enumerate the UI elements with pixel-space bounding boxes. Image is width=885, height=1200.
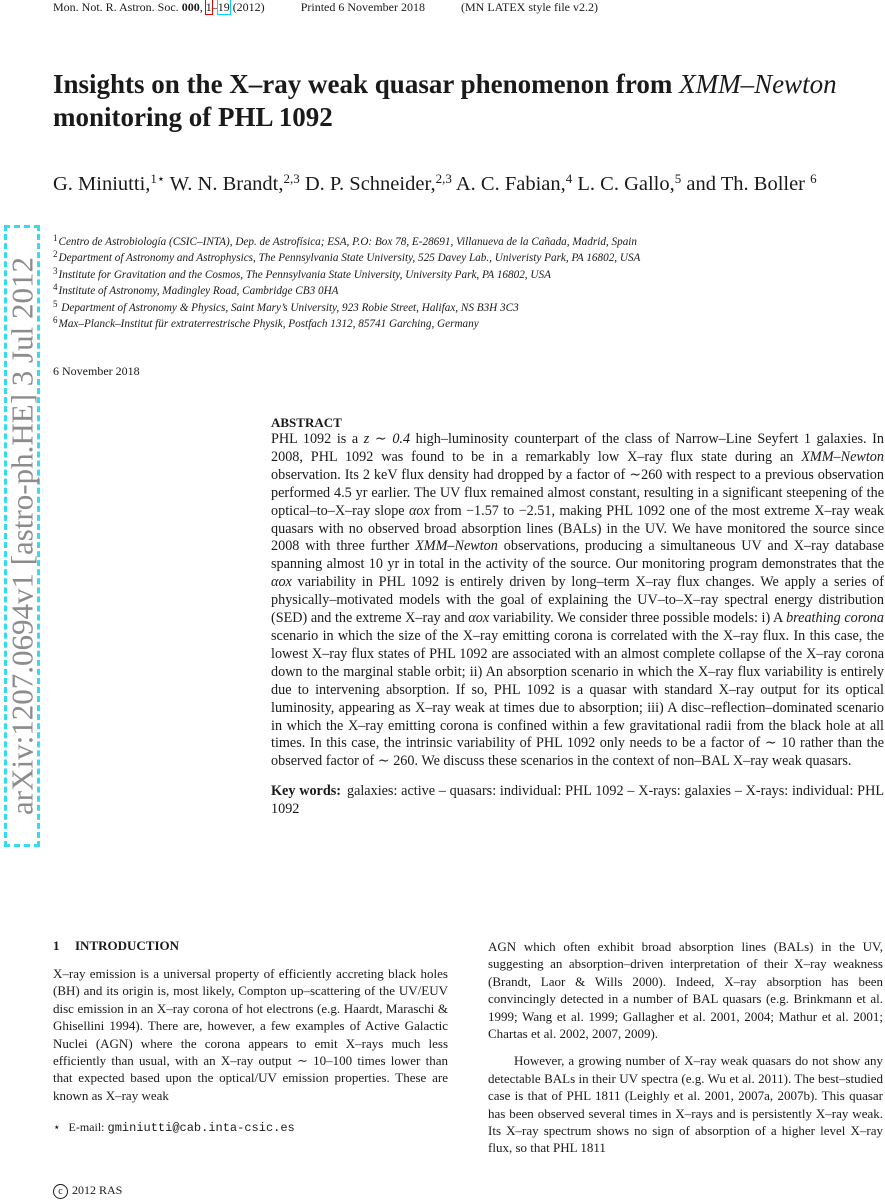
copyright-symbol: c bbox=[53, 1184, 68, 1199]
page-end-link[interactable]: 19 bbox=[217, 0, 230, 14]
journal-name: Mon. Not. R. Astron. Soc. bbox=[53, 0, 179, 14]
body-column-right bbox=[488, 938, 883, 1157]
affiliation-item: $^5$ Department of Astronomy & Physics, Saint Mary’s University, 923 Robie Street, Halifax, NS B3H 3C3 bbox=[53, 298, 519, 314]
body-paragraph: AGN which often exhibit broad absorption lines (BALs) in the UV, suggesting an absorption–driven interpretation of their X–ray weakness (Brandt, Laor & Wills 2000). Indeed, X–ray absorption has been convincingly detected in a number of BAL quasars (e.g. Brinkmann et al. 1999; Wang et al. 1999; Gallagher et al. 2001, 2004; Mathur et al. 2001; Chartas et al. 2002, 2007, 2009). bbox=[488, 939, 883, 1042]
running-header: Mon. Not. R. Astron. Soc. 000, 1–19 (2012) Printed 6 November 2018 (MN LATEX style file v2.2) bbox=[53, 0, 598, 14]
keywords-text: galaxies: active – quasars: individual: PHL 1092 – X-rays: galaxies – X-rays: individual: PHL 1092 bbox=[271, 783, 884, 818]
author-list: G. Miniutti,$^{1⋆}$ W. N. Brandt,$^{2,3}$ D. P. Schneider,$^{2,3}$ A. C. Fabian,$^4$ L. C. Gallo,$^5$ and Th. Boller $^6$ bbox=[53, 171, 817, 195]
footnote: ⋆ E-mail: gminiutti@cab.inta-csic.es bbox=[53, 1120, 295, 1135]
abstract-text: PHL 1092 is a z ∼ 0.4 high–luminosity counterpart of the class of Narrow–Line Seyfert 1 galaxies. In 2008, PHL 1092 was found to be in a remarkably low X–ray flux state during an XMM–Newton observation. Its 2 keV flux density had dropped by a factor of ∼260 with respect to a previous observation performed 4.5 yr earlier. The UV flux remained almost constant, resulting in a significant steepening of the optical–to–X–ray slope αox from −1.57 to −2.51, making PHL 1092 one of the most extreme X–ray weak quasars with no observed broad absorption lines (BALs) in the UV. We have monitored the source since 2008 with three further XMM–Newton observations, producing a simultaneous UV and X–ray database spanning almost 10 yr in total in the activity of the source. Our monitoring program demonstrates that the αox variability in PHL 1092 is entirely driven by long–term X–ray flux changes. We apply a series of physically–motivated models with the goal of explaining the UV–to–X–ray spectral energy distribution (SED) and the extreme X–ray and αox variability. We consider three possible models: i) A breathing corona scenario in which the size of the X–ray emitting corona is correlated with the X–ray flux. In this case, the lowest X–ray flux states of PHL 1092 are associated with an almost complete collapse of the X–ray corona down to the marginal stable orbit; ii) An absorption scenario in which the X–ray flux variability is entirely due to intervening absorption. If so, PHL 1092 is a quasar with standard X–ray output for its optical luminosity, appearing as X–ray weak at times due to absorption; iii) A disc–reflection–dominated scenario in which the X–ray emitting corona is confined within a few gravitational radii from the black hole at all times. In this case, the intrinsic variability of PHL 1092 only needs to be a factor of ∼ 10 rather than the observed factor of ∼ 260. We discuss these scenarios in the context of non–BAL X–ray weak quasars. bbox=[271, 431, 884, 770]
keywords bbox=[271, 783, 884, 819]
page-start-link[interactable]: 1 bbox=[205, 0, 212, 14]
section-heading: 1 INTRODUCTION bbox=[53, 938, 180, 953]
journal-volume: 000 bbox=[181, 0, 200, 14]
body-column-left bbox=[53, 965, 448, 1104]
body-paragraph: However, a growing number of X–ray weak quasars do not show any detectable BALs in their UV spectra (e.g. Wu et al. 2011). The best–studied case is that of PHL 1811 (Leighly et al. 2001, 2007a, 2007b). This quasar has been observed several times in X–rays and is persistently X–ray weak. Its X–ray spectrum shows no sign of absorption of a higher level X–ray flux, so that PHL 1811 bbox=[488, 1053, 883, 1156]
affiliation-item: $^1$Centro de Astrobiología (CSIC–INTA), Dep. de Astrofísica; ESA, P.O: Box 78, E-28691, Villanueva de la Cañada, Madrid, Spain bbox=[53, 233, 637, 248]
printed-date: Printed 6 November 2018 bbox=[300, 0, 425, 14]
style-file-note: (MN LATEX style file v2.2) bbox=[461, 0, 598, 14]
abstract-heading: ABSTRACT bbox=[271, 415, 342, 430]
affiliation-item: $^2$Department of Astronomy and Astrophysics, The Pennsylvania State University, 525 Davey Lab., Univeristy Park, PA 16802, USA bbox=[53, 249, 641, 265]
email-address[interactable]: gminiutti@cab.inta-csic.es bbox=[107, 1121, 295, 1135]
keywords-label: Key words: bbox=[271, 783, 341, 800]
copyright: c 2012 RAS bbox=[53, 1183, 122, 1199]
arxiv-stamp-link[interactable] bbox=[4, 225, 40, 847]
affiliation-item: $^4$Institute of Astronomy, Madingley Road, Cambridge CB3 0HA bbox=[53, 282, 339, 298]
abstract-block bbox=[271, 414, 884, 819]
arxiv-stamp-text: arXiv:1207.0694v1 [astro-ph.HE] 3 Jul 2012 bbox=[4, 257, 40, 815]
journal-year: (2012) bbox=[232, 0, 265, 14]
document-date: 6 November 2018 bbox=[53, 364, 140, 378]
affiliation-item: $^6$Max–Planck–Institut für extraterrestrische Physik, Postfach 1312, 85741 Garching, Germany bbox=[53, 315, 479, 331]
affiliation-item: $^3$Institute for Gravitation and the Cosmos, The Pennsylvania State University, University Park, PA 16802, USA bbox=[53, 265, 551, 281]
affiliation-list bbox=[53, 234, 883, 332]
mission-name: XMM–Newton bbox=[679, 69, 837, 99]
body-paragraph: X–ray emission is a universal property of efficiently accreting black holes (BH) and its origin is, most likely, Compton up–scattering of the UV/EUV disc emission in an X–ray corona of hot electrons (e.g. Haardt, Maraschi & Ghisellini 1994). There are, however, a few examples of Active Galactic Nuclei (AGN) where the corona appears to emit X–rays much less efficiently than usual, with an X–ray output ∼ 10–100 times lower than that expected based upon the optical/UV emission properties. These are known as X–ray weak bbox=[53, 966, 448, 1103]
paper-title: Insights on the X–ray weak quasar phenomenon from XMM–Newton monitoring of PHL 1092 bbox=[53, 69, 837, 132]
